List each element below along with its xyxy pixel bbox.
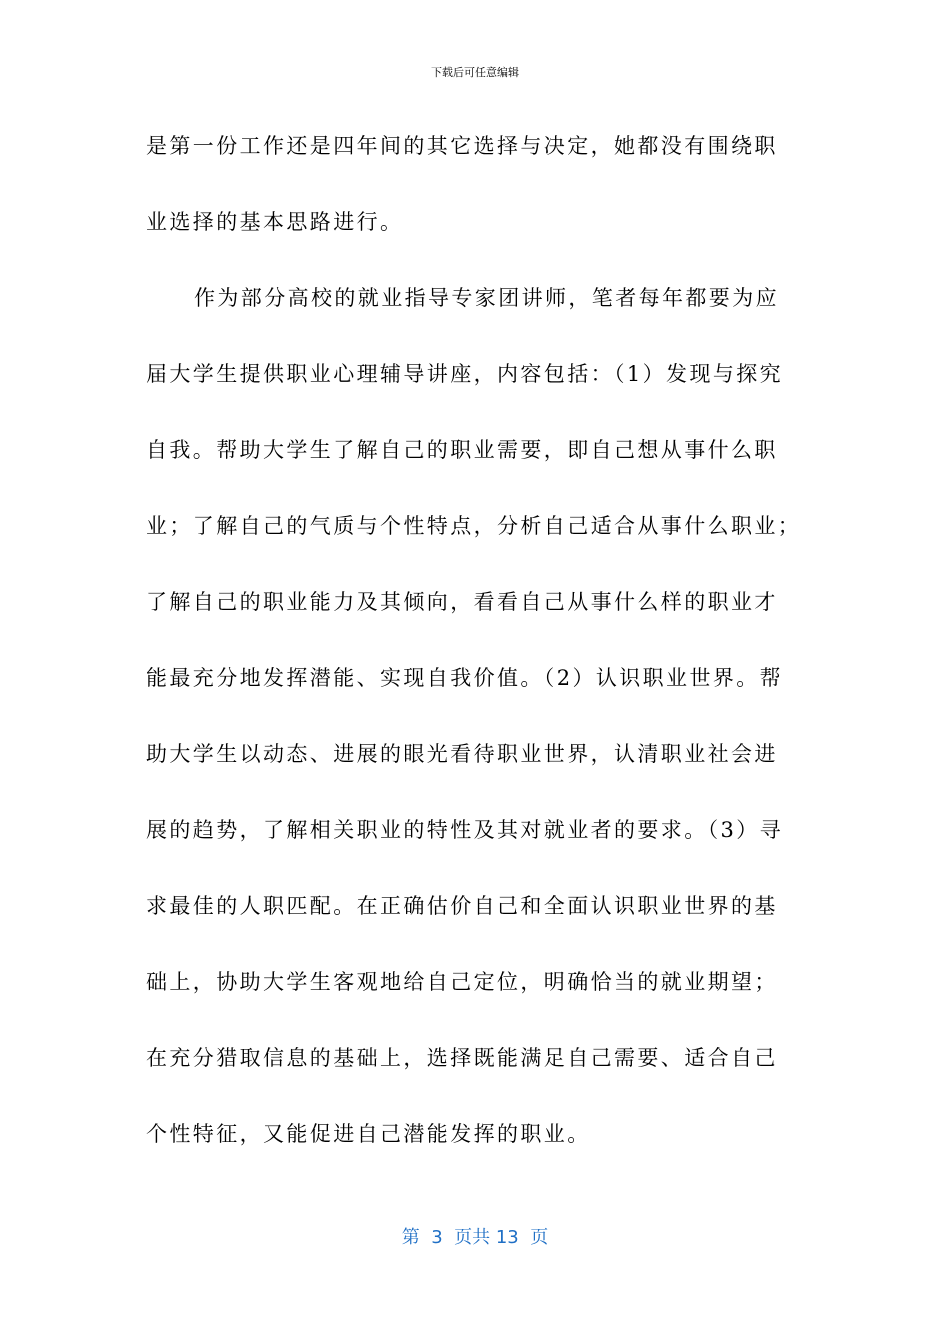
text-line: 助大学生以动态、进展的眼光看待职业世界，认清职业社会进 [146,742,778,766]
text-line: 在充分猎取信息的基础上，选择既能满足自己需要、适合自己 [146,1046,778,1070]
text-line: 自我。帮助大学生了解自己的职业需要，即自己想从事什么职 [146,438,778,462]
page-number-footer: 第 3 页共 13 页 [401,1227,549,1248]
text-line: 个性特征，又能促进自己潜能发挥的职业。 [146,1122,591,1146]
text-line: 了解自己的职业能力及其倾向，看看自己从事什么样的职业才 [146,590,778,614]
text-line: 届大学生提供职业心理辅导讲座，内容包括：（1）发现与探究 [146,362,784,386]
page-header: 下载后可任意编辑 [431,66,519,79]
paragraph-start-line: 作为部分高校的就业指导专家团讲师，笔者每年都要为应 [194,286,779,310]
text-line: 业；了解自己的气质与个性特点，分析自己适合从事什么职业； [146,514,802,538]
document-body [146,124,806,1188]
text-line: 础上，协助大学生客观地给自己定位，明确恰当的就业期望； [146,970,778,994]
text-line: 展的趋势，了解相关职业的特性及其对就业者的要求。（3）寻 [146,818,784,842]
text-line: 能最充分地发挥潜能、实现自我价值。（2）认识职业世界。帮 [146,666,784,690]
text-line: 是第一份工作还是四年间的其它选择与决定，她都没有围绕职 [146,134,778,158]
text-line: 求最佳的人职匹配。在正确估价自己和全面认识职业世界的基 [146,894,778,918]
text-line: 业选择的基本思路进行。 [146,210,404,234]
